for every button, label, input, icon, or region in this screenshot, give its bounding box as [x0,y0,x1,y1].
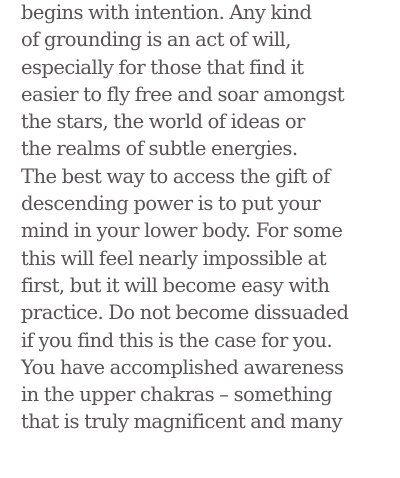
text-line: that is truly magnificent and many [21,410,342,434]
text-line: The best way to access the gift of [21,164,330,188]
text-line: first, but it will become easy with [21,273,330,297]
text-line: You have accomplished awareness [21,355,344,379]
text-line: if you find this is the case for you. [21,328,333,352]
text-line: especially for those that find it [21,55,304,79]
text-line: of grounding is an act of will, [21,28,291,52]
body-text [21,0,391,436]
text-line: begins with intention. Any kind [21,1,312,24]
text-line: in the upper chakras – something [21,383,333,407]
text-line: the stars, the world of ideas or [21,110,305,134]
text-line: practice. Do not become dissuaded [21,301,349,325]
text-line: this will feel nearly impossible at [21,246,327,270]
text-line: the realms of subtle energies. [21,137,298,161]
text-line: descending power is to put your [21,192,321,216]
text-line: mind in your lower body. For some [21,219,343,243]
text-line: easier to fly free and soar amongst [21,82,344,106]
